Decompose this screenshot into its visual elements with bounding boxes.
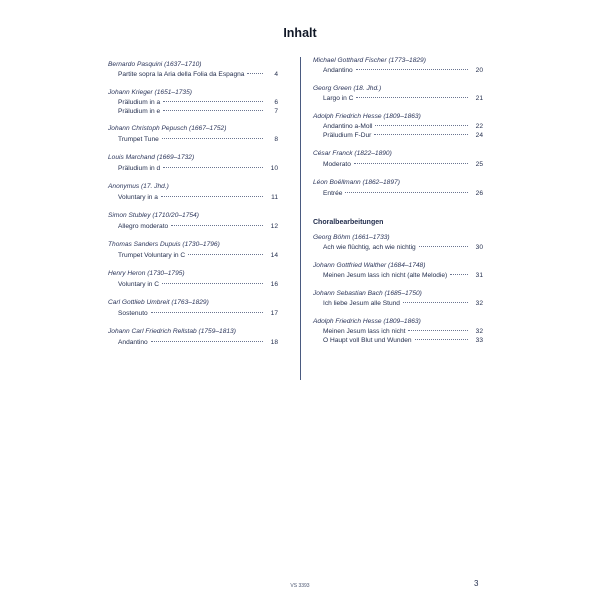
piece-row[interactable] bbox=[108, 222, 278, 231]
piece-title: Trumpet Tune bbox=[118, 136, 159, 143]
piece-row[interactable] bbox=[313, 94, 483, 103]
page-ref: 8 bbox=[274, 136, 278, 143]
piece-row[interactable] bbox=[313, 336, 483, 345]
leader-dots bbox=[345, 192, 468, 193]
piece-row[interactable] bbox=[108, 135, 278, 144]
composer-entry bbox=[313, 179, 483, 198]
composer-name: Georg Böhm (1661–1733) bbox=[313, 234, 390, 242]
column-divider bbox=[300, 57, 301, 380]
leader-dots bbox=[247, 73, 263, 74]
composer-name: Michael Gotthard Fischer (1773–1829) bbox=[313, 57, 426, 64]
piece-title: Andantino a-Moll bbox=[323, 122, 373, 130]
composer-name: Johann Sebastian Bach (1685–1750) bbox=[313, 290, 422, 298]
composer-entry bbox=[108, 154, 278, 173]
composer-entry bbox=[313, 290, 483, 308]
piece-row[interactable] bbox=[313, 327, 483, 336]
page-ref: 7 bbox=[274, 108, 278, 115]
leader-dots bbox=[161, 196, 263, 197]
composer-name: Johann Christoph Pepusch (1667–1752) bbox=[108, 125, 227, 133]
piece-row[interactable] bbox=[108, 107, 278, 116]
leader-dots bbox=[375, 125, 468, 126]
leader-dots bbox=[151, 312, 263, 313]
composer-entry bbox=[313, 234, 483, 252]
piece-row[interactable] bbox=[108, 309, 278, 318]
page-ref: 17 bbox=[270, 310, 278, 317]
composer-name: Simon Stubley (1710/20–1754) bbox=[108, 212, 199, 220]
leader-dots bbox=[162, 138, 263, 139]
piece-title: Präludium in e bbox=[118, 108, 161, 115]
piece-row[interactable] bbox=[108, 164, 278, 173]
piece-row[interactable] bbox=[313, 160, 483, 169]
piece-row[interactable] bbox=[108, 338, 278, 347]
page-ref: 10 bbox=[270, 165, 278, 172]
leader-dots bbox=[356, 97, 468, 98]
left-column bbox=[108, 57, 278, 347]
piece-title: Sostenuto bbox=[118, 310, 148, 317]
piece-row[interactable] bbox=[313, 243, 483, 252]
catalog-code: VS 3393 bbox=[290, 583, 310, 589]
piece-row[interactable] bbox=[108, 193, 278, 202]
leader-dots bbox=[374, 134, 468, 135]
leader-dots bbox=[354, 163, 468, 164]
leader-dots bbox=[163, 167, 263, 168]
piece-row[interactable] bbox=[313, 189, 483, 198]
leader-dots bbox=[415, 339, 468, 340]
piece-title: Meinen Jesum lass ich nicht (alte Melodie) bbox=[323, 272, 448, 279]
piece-title: Ich liebe Jesum alle Stund bbox=[323, 300, 400, 307]
page-ref: 30 bbox=[475, 244, 483, 251]
composer-name: Thomas Sanders Dupuis (1730–1796) bbox=[108, 241, 220, 249]
leader-dots bbox=[163, 110, 263, 111]
page-ref: 12 bbox=[270, 223, 278, 230]
composer-name: Johann Gottfried Walther (1684–1748) bbox=[313, 262, 426, 270]
composer-entry bbox=[108, 241, 278, 260]
piece-title: Allegro moderato bbox=[118, 223, 169, 230]
composer-name: Bernardo Pasquini (1637–1710) bbox=[108, 61, 202, 68]
piece-row[interactable] bbox=[313, 122, 483, 131]
leader-dots bbox=[188, 254, 263, 255]
section-heading: Choralbearbeitungen bbox=[313, 219, 384, 227]
composer-name: Georg Green (18. Jhd.) bbox=[313, 85, 382, 92]
leader-dots bbox=[151, 341, 263, 342]
composer-name: Léon Boëllmann (1862–1897) bbox=[313, 179, 400, 187]
piece-row[interactable] bbox=[313, 271, 483, 280]
page-ref: 24 bbox=[475, 132, 483, 139]
composer-entry bbox=[108, 212, 278, 231]
page-title: Inhalt bbox=[283, 26, 317, 40]
page-ref: 22 bbox=[475, 122, 483, 130]
composer-name: Louis Marchand (1669–1732) bbox=[108, 154, 195, 162]
composer-entry bbox=[108, 125, 278, 144]
composer-entry bbox=[108, 61, 278, 79]
composer-entry bbox=[108, 328, 278, 347]
composer-entry bbox=[313, 85, 483, 103]
piece-title: Largo in C bbox=[323, 94, 354, 102]
page-ref: 32 bbox=[475, 300, 483, 307]
composer-name: Adolph Friedrich Hesse (1809–1863) bbox=[313, 113, 421, 120]
page-ref: 14 bbox=[270, 252, 278, 259]
leader-dots bbox=[408, 330, 468, 331]
composer-entry bbox=[313, 150, 483, 169]
leader-dots bbox=[162, 283, 263, 284]
piece-title: O Haupt voll Blut und Wunden bbox=[323, 337, 412, 345]
page-number: 3 bbox=[474, 579, 479, 588]
page-ref: 11 bbox=[271, 194, 278, 201]
composer-name: Johann Krieger (1651–1735) bbox=[108, 89, 192, 96]
piece-title: Entrée bbox=[323, 190, 343, 197]
page-ref: 16 bbox=[270, 281, 278, 288]
leader-dots bbox=[450, 274, 468, 275]
piece-title: Ach wie flüchtig, ach wie nichtig bbox=[323, 244, 416, 251]
composer-entry bbox=[313, 57, 483, 75]
piece-title: Moderato bbox=[323, 161, 351, 168]
leader-dots bbox=[163, 101, 263, 102]
page-ref: 21 bbox=[475, 94, 483, 102]
page-ref: 25 bbox=[475, 161, 483, 168]
composer-name: Adolph Friedrich Hesse (1809–1863) bbox=[313, 318, 421, 326]
page-ref: 20 bbox=[475, 66, 483, 74]
page-ref: 6 bbox=[274, 98, 278, 106]
piece-title: Trumpet Voluntary in C bbox=[118, 252, 186, 259]
piece-title: Voluntary in C bbox=[118, 281, 160, 288]
composer-entry bbox=[108, 270, 278, 289]
composer-entry bbox=[313, 113, 483, 140]
piece-row[interactable] bbox=[313, 299, 483, 308]
piece-title: Präludium in a bbox=[118, 98, 161, 106]
composer-entry bbox=[108, 183, 278, 202]
piece-title: Voluntary in a bbox=[118, 194, 158, 201]
page-ref: 31 bbox=[475, 272, 483, 279]
page-ref: 18 bbox=[270, 339, 278, 346]
leader-dots bbox=[171, 225, 263, 226]
composer-name: Johann Carl Friedrich Rellstab (1759–1813) bbox=[108, 328, 236, 336]
composer-entry bbox=[108, 299, 278, 318]
leader-dots bbox=[419, 246, 468, 247]
composer-name: Anonymus (17. Jhd.) bbox=[108, 183, 169, 191]
piece-row[interactable] bbox=[108, 251, 278, 260]
piece-title: Partite sopra la Aria della Folia da Espagna bbox=[118, 70, 245, 78]
piece-row[interactable] bbox=[313, 66, 483, 75]
piece-row[interactable] bbox=[108, 98, 278, 107]
right-column bbox=[313, 57, 483, 346]
page-ref: 4 bbox=[274, 70, 278, 78]
piece-title: Meinen Jesum lass ich nicht bbox=[323, 328, 406, 335]
piece-title: Präludium F-Dur bbox=[323, 132, 372, 139]
piece-row[interactable] bbox=[313, 131, 483, 140]
leader-dots bbox=[356, 69, 468, 70]
page-ref: 26 bbox=[475, 190, 483, 197]
piece-row[interactable] bbox=[108, 70, 278, 79]
composer-name: Carl Gottlieb Umbreit (1763–1829) bbox=[108, 299, 209, 307]
piece-row[interactable] bbox=[108, 280, 278, 289]
piece-title: Andantino bbox=[118, 339, 148, 346]
composer-entry bbox=[313, 318, 483, 345]
composer-name: César Franck (1822–1890) bbox=[313, 150, 392, 158]
piece-title: Andantino bbox=[323, 66, 353, 74]
composer-entry bbox=[313, 262, 483, 280]
composer-name: Henry Heron (1730–1795) bbox=[108, 270, 185, 278]
leader-dots bbox=[403, 302, 468, 303]
page-ref: 32 bbox=[475, 328, 483, 335]
piece-title: Präludium in d bbox=[118, 165, 161, 172]
composer-entry bbox=[108, 89, 278, 116]
page-ref: 33 bbox=[475, 337, 483, 345]
